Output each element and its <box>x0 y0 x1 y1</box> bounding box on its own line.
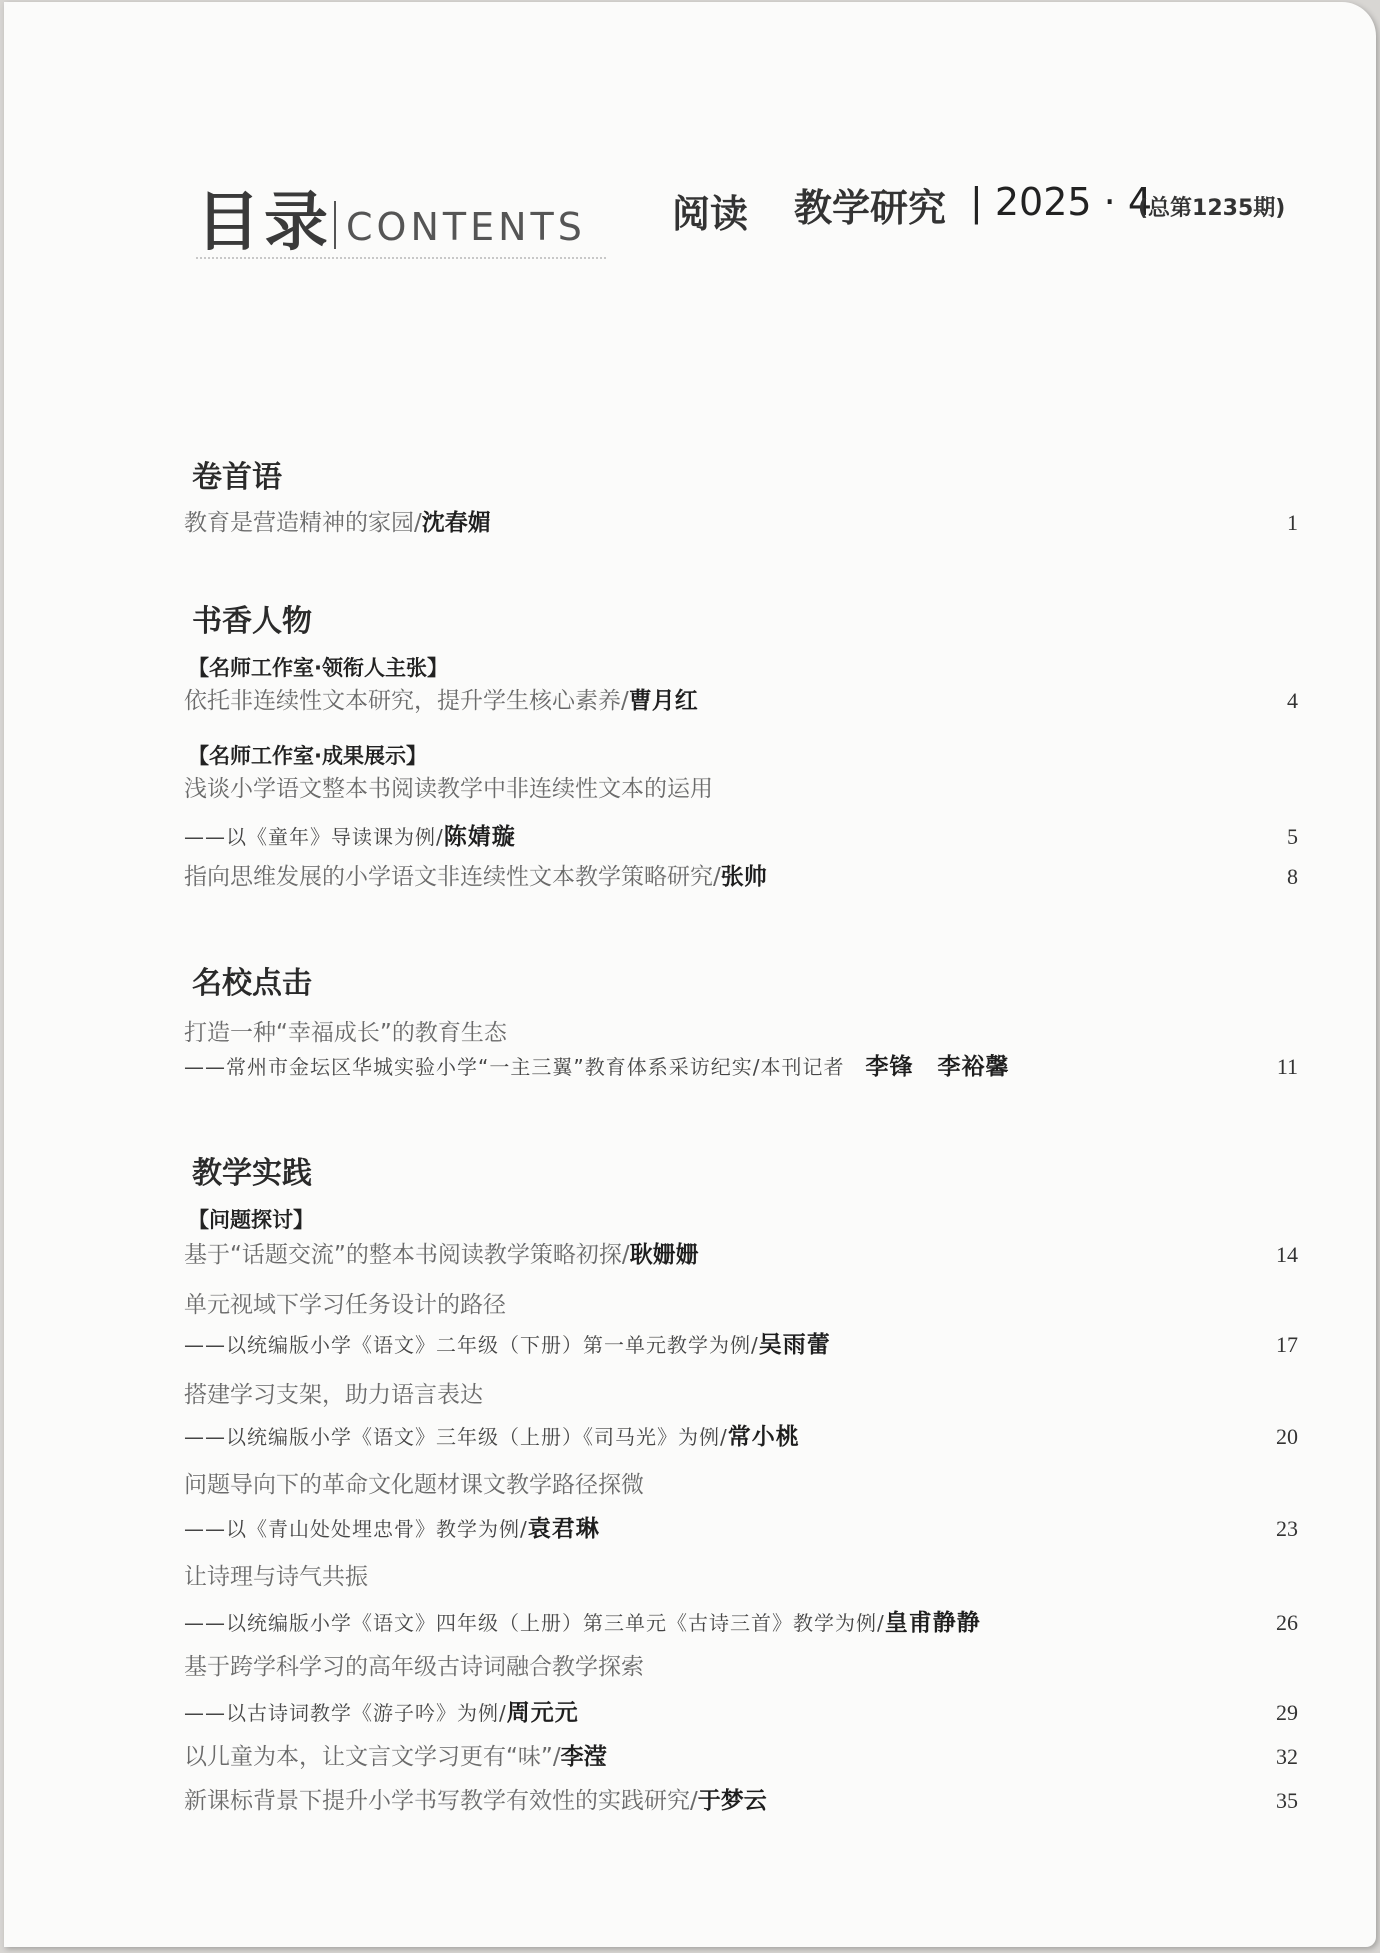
entry-page: 1 <box>1287 510 1298 535</box>
contents-label: CONTENTS <box>346 205 586 249</box>
entry-title: ——以《青山处处埋忠骨》教学为例/ <box>184 1517 528 1541</box>
toc-entry[interactable] <box>184 1238 1314 1278</box>
toc-entry[interactable] <box>184 1650 1314 1690</box>
toc-entry[interactable] <box>184 1378 1314 1418</box>
total-issue: (总第1235期) <box>1138 196 1286 221</box>
entry-title: 打造一种“幸福成长”的教育生态 <box>184 1020 507 1046</box>
entry-title: ——以古诗词教学《游子吟》为例/ <box>184 1701 507 1725</box>
entry-title: ——以统编版小学《语文》三年级（上册）《司马光》为例/ <box>184 1425 728 1449</box>
toc-entry[interactable] <box>184 1328 1314 1368</box>
toc-entry[interactable] <box>184 820 1314 860</box>
toc-entry[interactable] <box>184 1784 1314 1824</box>
toc-title: 目录 <box>196 186 332 260</box>
entry-author: 皇甫静静 <box>884 1610 981 1636</box>
subsection-label: 【问题探讨】 <box>188 1208 314 1232</box>
entry-page: 26 <box>1276 1610 1298 1635</box>
toc-page <box>4 2 1376 1947</box>
journal-name: 阅读 <box>672 192 749 236</box>
entry-page: 4 <box>1287 688 1298 713</box>
entry-title: 指向思维发展的小学语文非连续性文本教学策略研究/ <box>184 864 721 890</box>
entry-author: 曹月红 <box>628 688 698 714</box>
entry-author: 吴雨蕾 <box>758 1332 831 1358</box>
entry-author: 陈婧璇 <box>443 824 516 850</box>
entry-title: 基于“话题交流”的整本书阅读教学策略初探/ <box>184 1242 630 1268</box>
entry-author: 袁君琳 <box>527 1516 600 1542</box>
section-heading: 卷首语 <box>192 460 282 495</box>
section-heading: 教学实践 <box>192 1156 312 1191</box>
toc-entry[interactable] <box>184 772 1314 812</box>
toc-entry[interactable] <box>184 1050 1314 1090</box>
entry-page: 17 <box>1276 1332 1298 1357</box>
entry-title: ——以《童年》导读课为例/ <box>184 825 444 849</box>
entry-page: 20 <box>1276 1424 1298 1449</box>
entry-page: 14 <box>1276 1242 1298 1267</box>
toc-entry[interactable] <box>184 1560 1314 1600</box>
entry-title: ——以统编版小学《语文》二年级（下册）第一单元教学为例/ <box>184 1333 759 1357</box>
section-heading: 名校点击 <box>192 966 312 1001</box>
toc-entry[interactable] <box>184 1420 1314 1460</box>
toc-entry[interactable] <box>184 506 1314 546</box>
entry-page: 23 <box>1276 1516 1298 1541</box>
entry-author: 耿姗姗 <box>629 1242 699 1268</box>
entry-author: 李滢 <box>560 1744 607 1770</box>
entry-author: 张帅 <box>720 864 767 890</box>
entry-author: 周元元 <box>506 1700 579 1726</box>
entry-title: 依托非连续性文本研究，提升学生核心素养/ <box>184 688 629 714</box>
toc-entry[interactable] <box>184 1696 1314 1736</box>
entry-page: 29 <box>1276 1700 1298 1725</box>
entry-author: 沈春媚 <box>421 510 491 536</box>
subsection-label: 【名师工作室·成果展示】 <box>188 744 427 768</box>
table-of-contents <box>4 2 1376 1947</box>
journal-subtitle: 教学研究 <box>794 186 947 230</box>
entry-author: 于梦云 <box>697 1788 767 1814</box>
toc-entry[interactable] <box>184 1740 1314 1780</box>
entry-title: ——以统编版小学《语文》四年级（上册）第三单元《古诗三首》教学为例/ <box>184 1611 885 1635</box>
toc-entry[interactable] <box>184 860 1314 900</box>
entry-title: 问题导向下的革命文化题材课文教学路径探微 <box>184 1472 644 1498</box>
toc-entry[interactable] <box>184 684 1314 724</box>
entry-title: ——常州市金坛区华城实验小学“一主三翼”教育体系采访纪实/本刊记者 <box>184 1055 845 1079</box>
entry-title: 教育是营造精神的家园/ <box>184 510 422 536</box>
entry-page: 8 <box>1287 864 1298 889</box>
entry-author: 李锋 李裕馨 <box>865 1054 1010 1080</box>
subsection-label: 【名师工作室·领衔人主张】 <box>188 656 448 680</box>
issue-number: | 2025 · 4 <box>970 180 1153 224</box>
entry-author: 常小桃 <box>727 1424 800 1450</box>
section-heading: 书香人物 <box>192 604 312 639</box>
entry-title: 以儿童为本，让文言文学习更有“味”/ <box>184 1744 561 1770</box>
toc-entry[interactable] <box>184 1288 1314 1328</box>
toc-entry[interactable] <box>184 1512 1314 1552</box>
entry-title: 浅谈小学语文整本书阅读教学中非连续性文本的运用 <box>184 776 713 802</box>
entry-title: 新课标背景下提升小学书写教学有效性的实践研究/ <box>184 1788 698 1814</box>
entry-title: 基于跨学科学习的高年级古诗词融合教学探索 <box>184 1654 644 1680</box>
entry-title: 让诗理与诗气共振 <box>184 1564 368 1590</box>
entry-page: 35 <box>1276 1788 1298 1813</box>
entry-page: 11 <box>1276 1054 1298 1079</box>
toc-entry[interactable] <box>184 1468 1314 1508</box>
entry-page: 5 <box>1287 824 1298 849</box>
toc-entry[interactable] <box>184 1606 1314 1646</box>
entry-title: 单元视域下学习任务设计的路径 <box>184 1292 506 1318</box>
entry-page: 32 <box>1276 1744 1298 1769</box>
entry-title: 搭建学习支架，助力语言表达 <box>184 1382 483 1408</box>
